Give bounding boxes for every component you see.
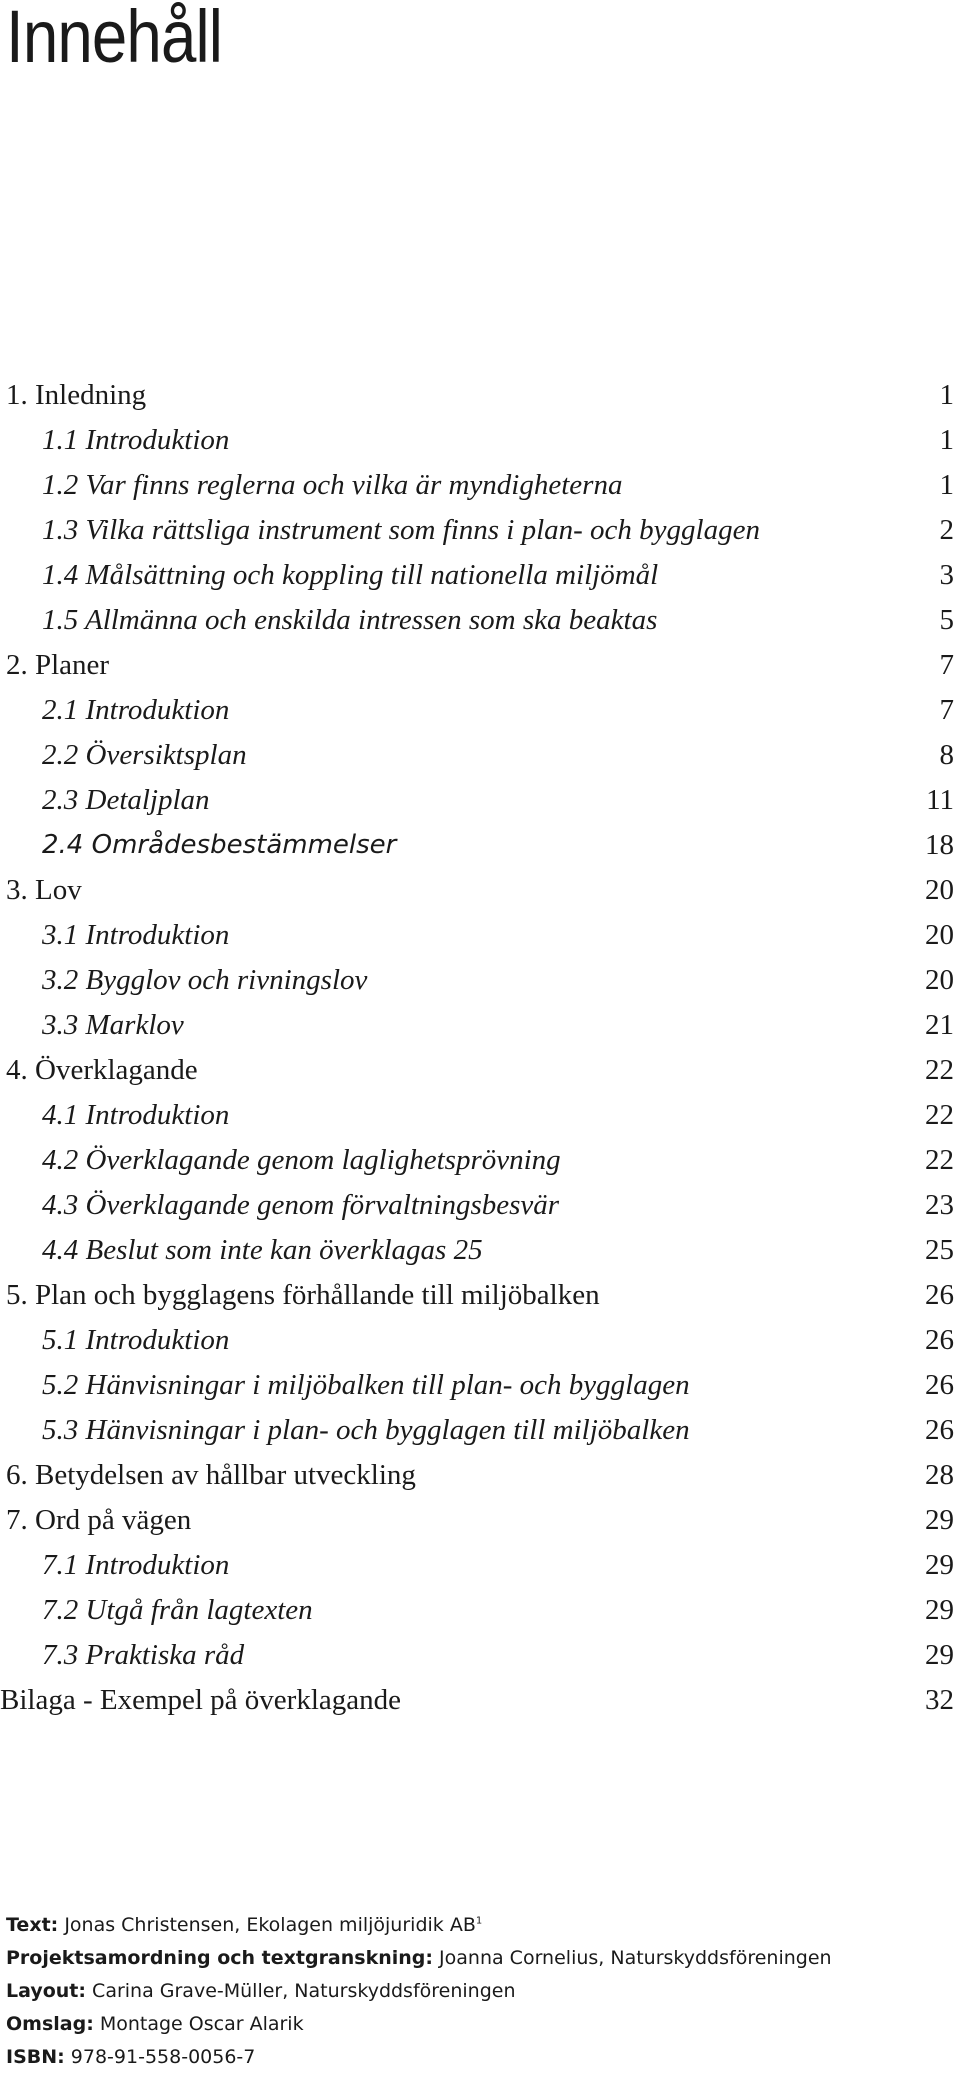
toc-chapter-entry <box>0 1498 960 1543</box>
toc-page-number: 1 <box>939 469 954 501</box>
toc-entry-title: 1. Inledning <box>6 379 147 411</box>
toc-page-number: 29 <box>925 1504 954 1536</box>
toc-entry-title: 3.1 Introduktion <box>42 919 230 951</box>
toc-section-entry <box>0 1003 960 1048</box>
toc-entry-title: 6. Betydelsen av hållbar utveckling <box>6 1459 416 1491</box>
toc-page-number: 21 <box>925 1009 954 1041</box>
toc-entry-title: 4.3 Överklagande genom förvaltningsbesvär <box>42 1189 560 1221</box>
toc-page-number: 26 <box>925 1369 954 1401</box>
credit-line <box>6 1975 956 2008</box>
toc-entry-title: 2.3 Detaljplan <box>42 784 210 816</box>
toc-chapter-entry <box>0 373 960 418</box>
credit-label: Layout: <box>6 1980 86 2002</box>
credit-label: Omslag: <box>6 2013 94 2035</box>
toc-page-number: 1 <box>939 424 954 456</box>
toc-entry-title: 1.5 Allmänna och enskilda intressen som ska beaktas <box>42 604 658 636</box>
toc-page-number: 7 <box>939 694 954 726</box>
toc-section-entry <box>0 1228 960 1273</box>
toc-chapter-entry <box>0 868 960 913</box>
toc-entry-title: 1.2 Var finns reglerna och vilka är myndigheterna <box>42 469 623 501</box>
toc-appendix-entry <box>0 1678 960 1723</box>
toc-section-entry <box>0 463 960 508</box>
credit-value: Jonas Christensen, Ekolagen miljöjuridik AB <box>64 1914 476 1936</box>
toc-section-entry <box>0 1633 960 1678</box>
toc-entry-title: 2.1 Introduktion <box>42 694 230 726</box>
toc-chapter-entry <box>0 643 960 688</box>
toc-page-number: 20 <box>925 964 954 996</box>
toc-page-number: 20 <box>925 874 954 906</box>
toc-entry-title: 4.1 Introduktion <box>42 1099 230 1131</box>
table-of-contents <box>0 373 960 1723</box>
credit-label: Projektsamordning och textgranskning: <box>6 1947 433 1969</box>
toc-chapter-entry <box>0 1453 960 1498</box>
toc-section-entry <box>0 1408 960 1453</box>
toc-entry-title: 5.3 Hänvisningar i plan- och bygglagen till miljöbalken <box>42 1414 690 1446</box>
credit-value: Carina Grave-Müller, Naturskyddsföreningen <box>92 1980 516 2002</box>
toc-entry-title: 3.3 Marklov <box>42 1009 184 1041</box>
toc-entry-title: 7.1 Introduktion <box>42 1549 230 1581</box>
toc-page-number: 5 <box>939 604 954 636</box>
credit-label: Text: <box>6 1914 59 1936</box>
toc-entry-title: 1.4 Målsättning och koppling till nationella miljömål <box>42 559 659 591</box>
toc-section-entry <box>0 823 960 868</box>
credit-value: Montage Oscar Alarik <box>99 2013 304 2035</box>
toc-page-number: 11 <box>926 784 954 816</box>
toc-page-number: 23 <box>925 1189 954 1221</box>
toc-entry-title: 3.2 Bygglov och rivningslov <box>42 964 368 996</box>
toc-page-number: 25 <box>925 1234 954 1266</box>
toc-section-entry <box>0 1183 960 1228</box>
toc-section-entry <box>0 778 960 823</box>
toc-page-number: 3 <box>939 559 954 591</box>
toc-page-number: 32 <box>925 1684 954 1716</box>
toc-page-number: 29 <box>925 1594 954 1626</box>
toc-entry-title: 7. Ord på vägen <box>6 1504 192 1536</box>
toc-page-number: 29 <box>925 1639 954 1671</box>
toc-page-number: 22 <box>925 1099 954 1131</box>
toc-entry-title: 1.3 Vilka rättsliga instrument som finns i plan- och bygglagen <box>42 514 760 546</box>
toc-section-entry <box>0 508 960 553</box>
toc-section-entry <box>0 1543 960 1588</box>
toc-section-entry <box>0 1138 960 1183</box>
credit-value: 978-91-558-0056-7 <box>70 2046 256 2068</box>
toc-page-number: 22 <box>925 1054 954 1086</box>
toc-entry-title: Bilaga - Exempel på överklagande <box>0 1684 402 1716</box>
toc-entry-title: 1.1 Introduktion <box>42 424 230 456</box>
toc-chapter-entry <box>0 1048 960 1093</box>
toc-page-number: 26 <box>925 1324 954 1356</box>
toc-entry-title: 7.2 Utgå från lagtexten <box>42 1594 313 1626</box>
toc-page-number: 26 <box>925 1279 954 1311</box>
toc-section-entry <box>0 1363 960 1408</box>
toc-page-number: 20 <box>925 919 954 951</box>
toc-entry-title: 4. Överklagande <box>6 1054 198 1086</box>
toc-entry-title: 2. Planer <box>6 649 110 681</box>
toc-entry-title: 4.4 Beslut som inte kan överklagas 25 <box>42 1234 483 1266</box>
toc-page-number: 1 <box>939 379 954 411</box>
toc-section-entry <box>0 913 960 958</box>
toc-section-entry <box>0 598 960 643</box>
toc-entry-title: 2.4 Områdesbestämmelser <box>42 830 397 860</box>
page-title: Innehåll <box>6 0 223 78</box>
toc-section-entry <box>0 958 960 1003</box>
toc-entry-title: 4.2 Överklagande genom laglighetsprövning <box>42 1144 561 1176</box>
toc-section-entry <box>0 1093 960 1138</box>
toc-page-number: 29 <box>925 1549 954 1581</box>
toc-page-number: 26 <box>925 1414 954 1446</box>
toc-entry-title: 3. Lov <box>6 874 82 906</box>
toc-entry-title: 5. Plan och bygglagens förhållande till miljöbalken <box>6 1279 600 1311</box>
credit-value: Joanna Cornelius, Naturskyddsföreningen <box>439 1947 832 1969</box>
toc-entry-title: 5.1 Introduktion <box>42 1324 230 1356</box>
toc-section-entry <box>0 733 960 778</box>
toc-page-number: 22 <box>925 1144 954 1176</box>
toc-section-entry <box>0 418 960 463</box>
credit-label: ISBN: <box>6 2046 65 2068</box>
toc-page-number: 18 <box>925 829 954 861</box>
toc-page-number: 8 <box>939 739 954 771</box>
footnote-marker: 1 <box>475 1915 483 1927</box>
toc-section-entry <box>0 688 960 733</box>
toc-page-number: 2 <box>939 514 954 546</box>
credits-block <box>6 1909 956 2074</box>
toc-entry-title: 5.2 Hänvisningar i miljöbalken till plan- och bygglagen <box>42 1369 690 1401</box>
toc-entry-title: 7.3 Praktiska råd <box>42 1639 245 1671</box>
credit-line <box>6 1942 956 1975</box>
toc-page-number: 28 <box>925 1459 954 1491</box>
credit-line <box>6 1909 956 1942</box>
toc-chapter-entry <box>0 1273 960 1318</box>
credit-line <box>6 2041 956 2074</box>
toc-section-entry <box>0 1588 960 1633</box>
credit-line <box>6 2008 956 2041</box>
toc-section-entry <box>0 1318 960 1363</box>
toc-entry-title: 2.2 Översiktsplan <box>42 739 247 771</box>
toc-section-entry <box>0 553 960 598</box>
toc-page-number: 7 <box>939 649 954 681</box>
